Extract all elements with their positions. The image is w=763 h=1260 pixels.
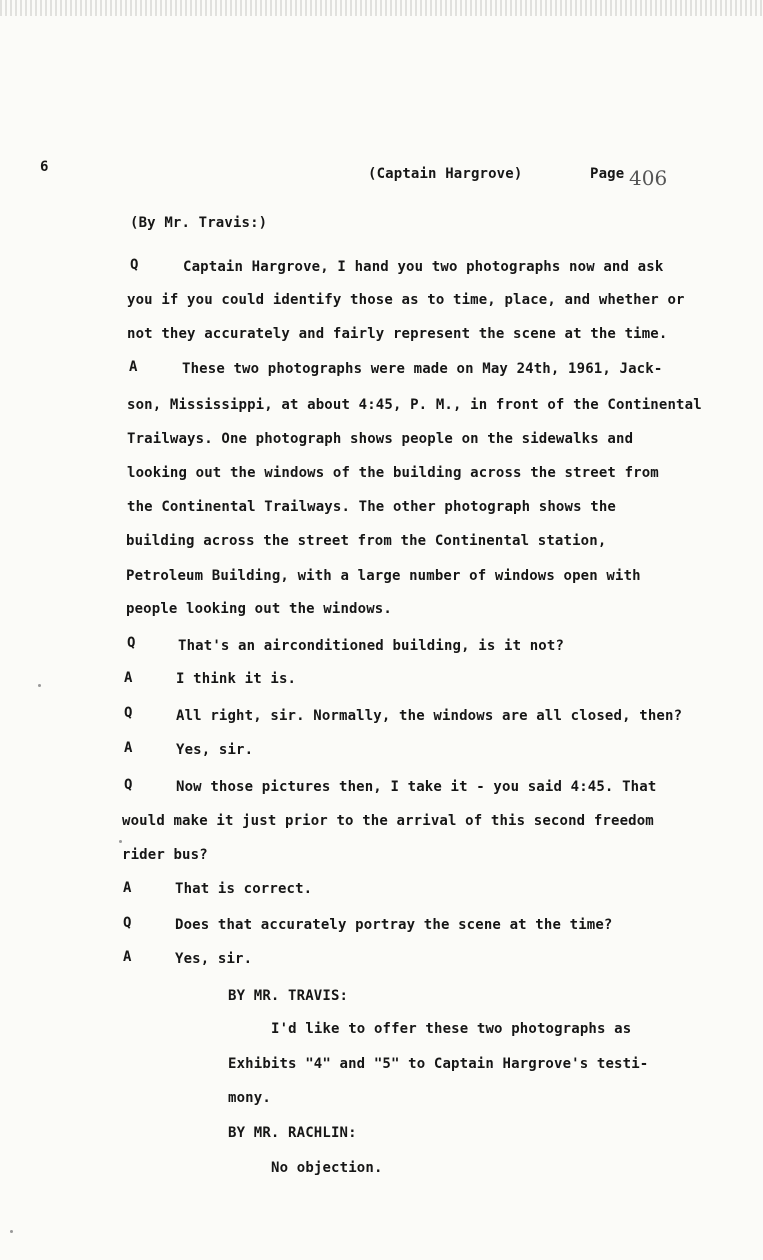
witness-heading: (Captain Hargrove) bbox=[368, 166, 523, 182]
scan-speck bbox=[38, 684, 41, 687]
qa-marker: Q bbox=[127, 635, 136, 651]
testimony-line: These two photographs were made on May 24th, 1961, Jack- bbox=[182, 361, 663, 377]
section-number: 6 bbox=[40, 159, 49, 175]
qa-marker: A bbox=[129, 359, 138, 375]
testimony-line: son, Mississippi, at about 4:45, P. M., in front of the Continental bbox=[127, 397, 702, 413]
qa-marker: A bbox=[124, 670, 133, 686]
testimony-line: Does that accurately portray the scene at the time? bbox=[175, 917, 613, 933]
qa-marker: A bbox=[124, 740, 133, 756]
scan-top-edge bbox=[0, 0, 763, 16]
testimony-line: That's an airconditioned building, is it not? bbox=[178, 638, 565, 654]
testimony-line: rider bus? bbox=[122, 847, 208, 863]
speaker-heading-travis: BY MR. TRAVIS: bbox=[228, 988, 349, 1004]
qa-marker: A bbox=[123, 880, 132, 896]
scan-speck bbox=[10, 1230, 13, 1233]
qa-marker: Q bbox=[130, 257, 139, 273]
testimony-line: Trailways. One photograph shows people on the sidewalks and bbox=[127, 431, 634, 447]
qa-marker: Q bbox=[124, 705, 133, 721]
speaker-heading-rachlin: BY MR. RACHLIN: bbox=[228, 1125, 357, 1141]
testimony-line: That is correct. bbox=[175, 881, 313, 897]
testimony-line: All right, sir. Normally, the windows are all closed, then? bbox=[176, 708, 683, 724]
scan-speck bbox=[119, 840, 122, 843]
testimony-line: you if you could identify those as to time, place, and whether or bbox=[127, 292, 685, 308]
qa-marker: Q bbox=[124, 777, 133, 793]
qa-marker: A bbox=[123, 949, 132, 965]
qa-marker: Q bbox=[123, 915, 132, 931]
testimony-line: building across the street from the Continental station, bbox=[126, 533, 607, 549]
colloquy-line: I'd like to offer these two photographs as bbox=[271, 1021, 632, 1037]
page-number: 406 bbox=[629, 166, 668, 190]
testimony-line: Yes, sir. bbox=[175, 951, 253, 967]
testimony-line: Now those pictures then, I take it - you said 4:45. That bbox=[176, 779, 657, 795]
testimony-line: people looking out the windows. bbox=[126, 601, 392, 617]
testimony-line: Captain Hargrove, I hand you two photographs now and ask bbox=[183, 259, 664, 275]
colloquy-line: No objection. bbox=[271, 1160, 383, 1176]
testimony-line: would make it just prior to the arrival of this second freedom bbox=[122, 813, 654, 829]
colloquy-line: Exhibits "4" and "5" to Captain Hargrove's testi- bbox=[228, 1056, 649, 1072]
testimony-line: the Continental Trailways. The other photograph shows the bbox=[127, 499, 616, 515]
testimony-line: looking out the windows of the building across the street from bbox=[127, 465, 659, 481]
examiner-note: (By Mr. Travis:) bbox=[130, 215, 268, 231]
testimony-line: Yes, sir. bbox=[176, 742, 254, 758]
colloquy-line: mony. bbox=[228, 1090, 271, 1106]
page-label: Page bbox=[590, 166, 625, 182]
testimony-line: not they accurately and fairly represent the scene at the time. bbox=[127, 326, 668, 342]
testimony-line: Petroleum Building, with a large number of windows open with bbox=[126, 568, 641, 584]
testimony-line: I think it is. bbox=[176, 671, 297, 687]
